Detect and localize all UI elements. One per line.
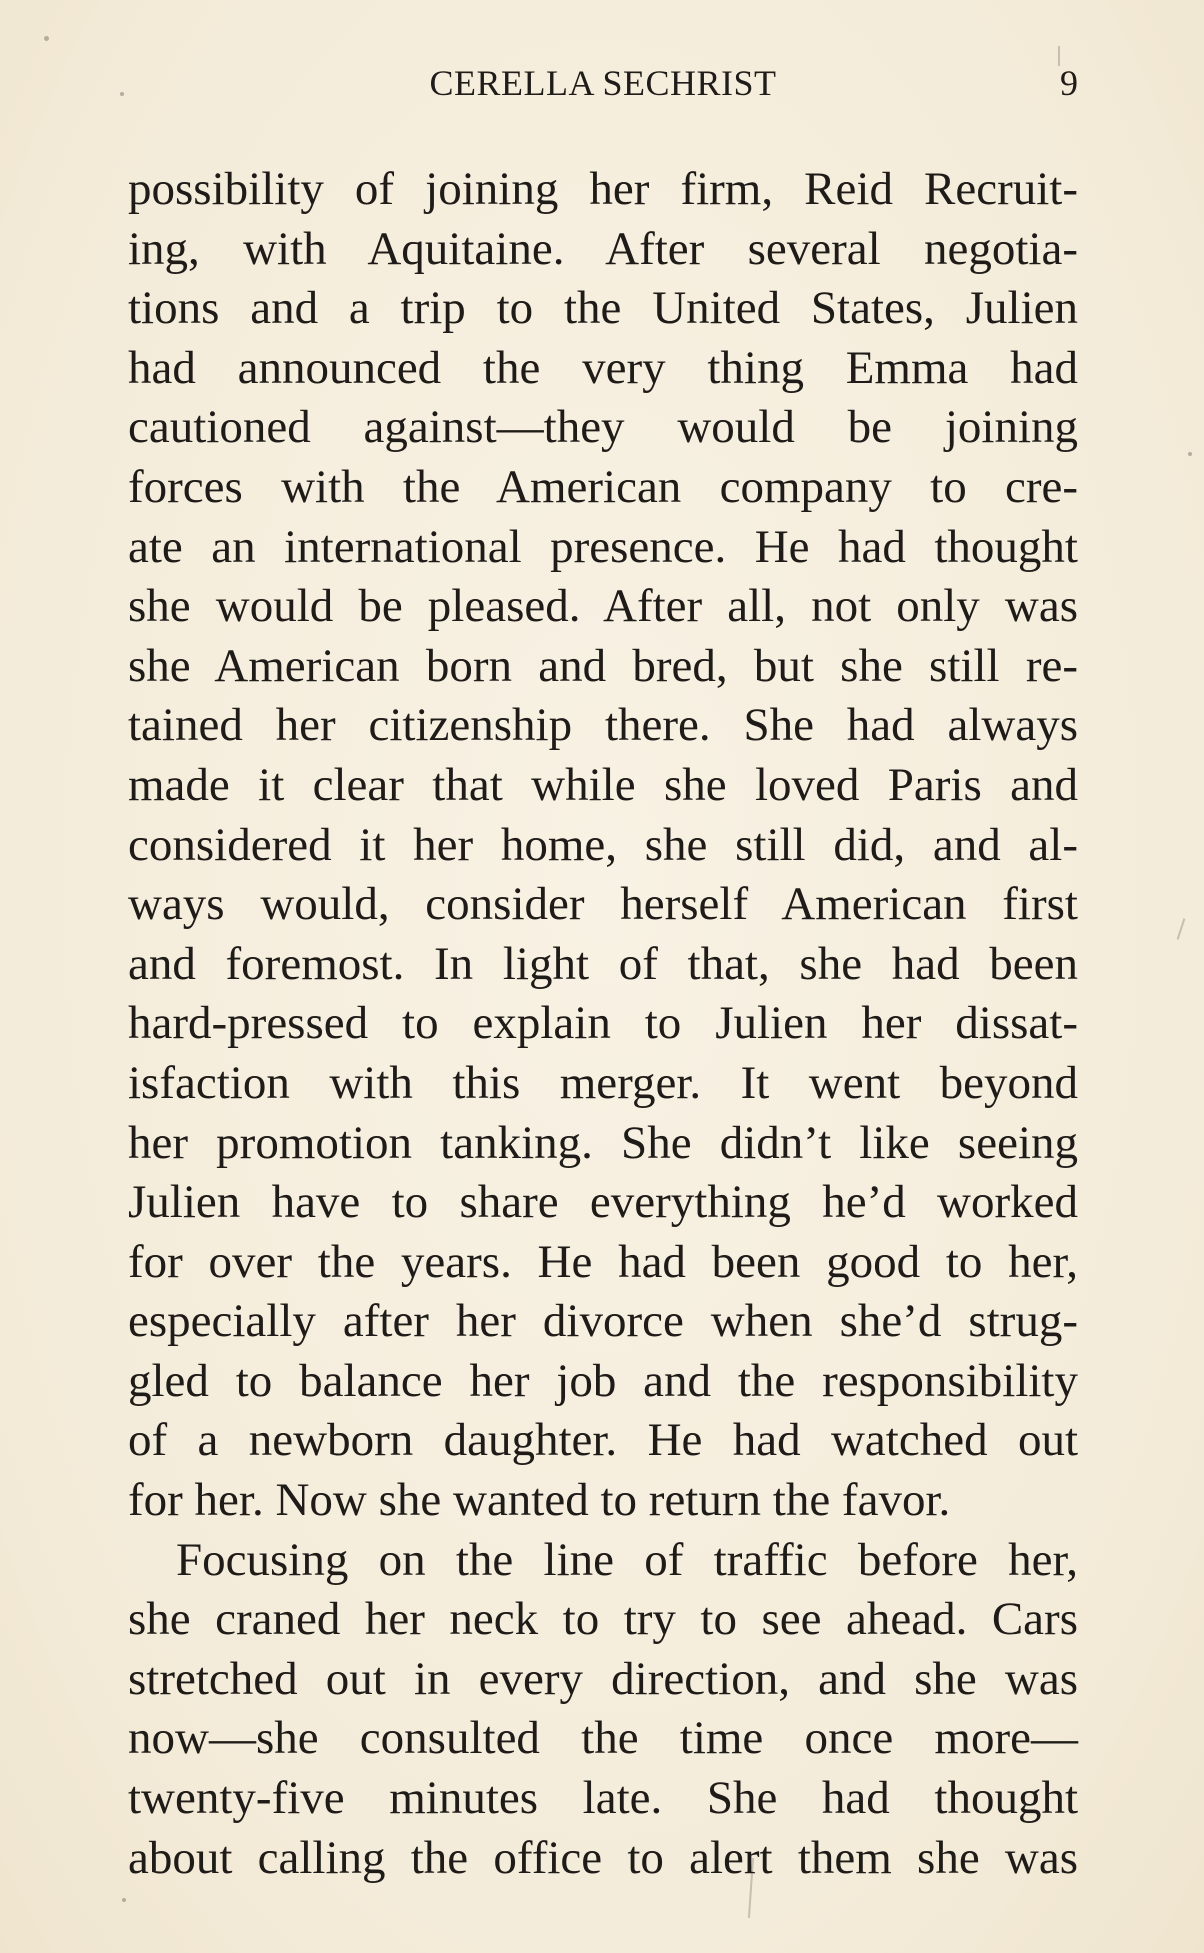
- text-line: stretched out in every direction, and she was: [128, 1652, 1078, 1705]
- text-line: cautioned against—they would be joining: [128, 401, 1078, 454]
- running-head-author: CERELLA SECHRIST: [429, 63, 777, 103]
- text-line: especially after her divorce when she’d strug-: [128, 1295, 1078, 1348]
- text-line: she would be pleased. After all, not only was: [128, 580, 1078, 633]
- text-line: isfaction with this merger. It went beyond: [128, 1056, 1078, 1109]
- text-line: had announced the very thing Emma had: [128, 341, 1078, 394]
- paper-speck: [44, 36, 49, 41]
- paper-scratch: [1177, 918, 1186, 940]
- text-line: considered it her home, she still did, and al-: [128, 818, 1078, 871]
- text-line: for her. Now she wanted to return the favor.: [128, 1474, 951, 1527]
- paper-speck: [122, 1898, 126, 1902]
- text-line: she American born and bred, but she still re-: [128, 639, 1078, 692]
- text-line: ing, with Aquitaine. After several negotia-: [128, 222, 1078, 275]
- text-line: and foremost. In light of that, she had been: [128, 937, 1078, 990]
- text-line: her promotion tanking. She didn’t like seeing: [128, 1116, 1078, 1169]
- paper-speck: [1188, 452, 1192, 456]
- text-line: now—she consulted the time once more—: [128, 1712, 1078, 1765]
- text-line: tained her citizenship there. She had always: [128, 699, 1078, 752]
- text-line: Julien have to share everything he’d worked: [128, 1176, 1078, 1229]
- text-line: twenty-five minutes late. She had thought: [128, 1772, 1078, 1825]
- text-line: forces with the American company to cre-: [128, 460, 1078, 513]
- running-head: [128, 58, 1078, 108]
- paper-speck: [120, 92, 124, 96]
- text-line: ways would, consider herself American first: [128, 878, 1078, 931]
- text-line: about calling the office to alert them she was: [128, 1831, 1078, 1884]
- text-line: made it clear that while she loved Paris and: [128, 758, 1078, 811]
- text-line: possibility of joining her firm, Reid Recruit-: [128, 163, 1078, 215]
- page-number: 9: [1060, 63, 1078, 103]
- body-text: [128, 160, 1078, 1888]
- text-line: Focusing on the line of traffic before her,: [176, 1533, 1078, 1586]
- text-line: gled to balance her job and the responsibility: [128, 1354, 1078, 1407]
- text-line: she craned her neck to try to see ahead. Cars: [128, 1593, 1078, 1646]
- text-line: tions and a trip to the United States, Julien: [128, 282, 1078, 335]
- text-line: for over the years. He had been good to her,: [128, 1235, 1078, 1288]
- text-line: of a newborn daughter. He had watched out: [128, 1414, 1078, 1467]
- text-line: hard-pressed to explain to Julien her dissat-: [128, 997, 1078, 1050]
- text-line: ate an international presence. He had thought: [128, 520, 1078, 573]
